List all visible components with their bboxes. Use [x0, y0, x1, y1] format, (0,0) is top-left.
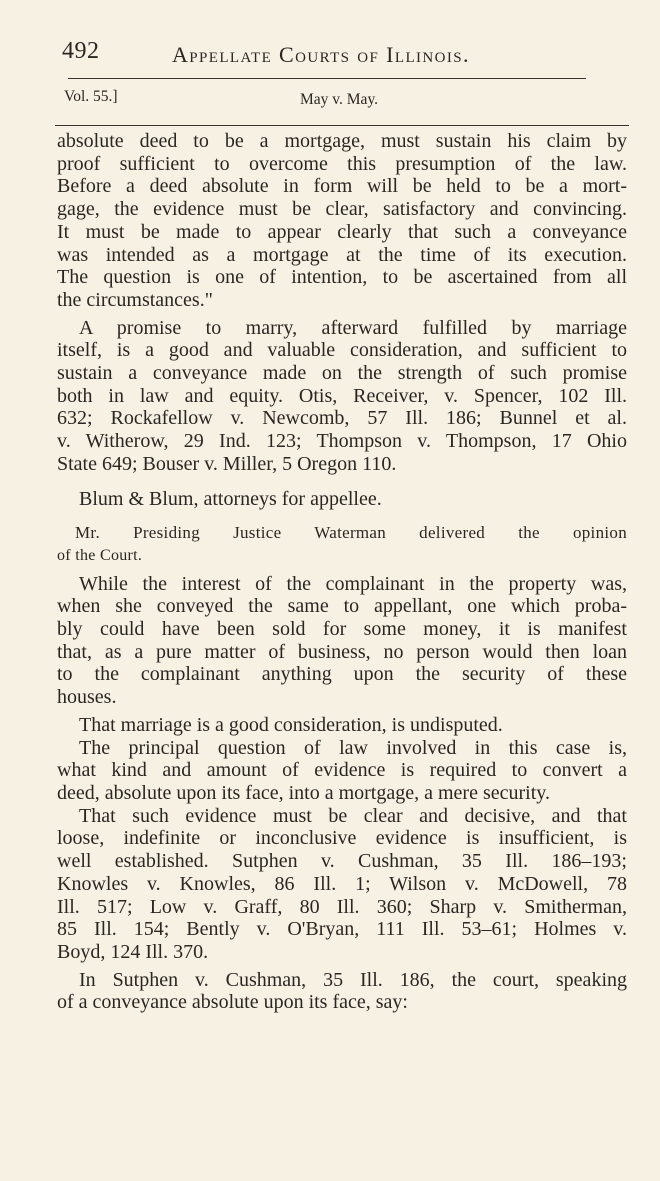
body-line: of a conveyance absolute upon its face, say: [57, 991, 408, 1014]
paragraph-start-line: The principal question of law involved in this case is, [79, 736, 627, 759]
body-line: 632; Rockafellow v. Newcomb, 57 Ill. 186; Bunnel et al. [57, 407, 627, 430]
attorneys-line: Blum & Blum, attorneys for appellee. [79, 487, 382, 510]
body-line: bly could have been sold for some money, it is manifest [57, 618, 627, 641]
case-title: May v. May. [300, 91, 379, 108]
body-line: State 649; Bouser v. Miller, 5 Oregon 110. [57, 452, 397, 475]
body-line: Ill. 517; Low v. Graff, 80 Ill. 360; Sharp v. Smitherman, [57, 895, 627, 918]
body-line: gage, the evidence must be clear, satisfactory and convincing. [57, 198, 627, 221]
body-line: loose, indefinite or inconclusive evidence is insufficient, is [57, 827, 627, 850]
body-line: sustain a conveyance made on the strength of such promise [57, 362, 627, 385]
body-line: absolute deed to be a mortgage, must sustain his claim by [57, 130, 627, 152]
page-number: 492 [62, 38, 100, 64]
body-line: that, as a pure matter of business, no person would then loan [57, 640, 627, 663]
body-line: proof sufficient to overcome this presumption of the law. [57, 152, 627, 175]
body-line: Knowles v. Knowles, 86 Ill. 1; Wilson v. McDowell, 78 [57, 872, 627, 895]
body-line: The question is one of intention, to be ascertained from all [57, 266, 627, 289]
case-title-rule [55, 125, 629, 126]
body-line: both in law and equity. Otis, Receiver, v. Spencer, 102 Ill. [57, 384, 627, 407]
body-line: 85 Ill. 154; Bently v. O'Bryan, 111 Ill. 53–61; Holmes v. [57, 918, 627, 941]
body-line: well established. Sutphen v. Cushman, 35 Ill. 186–193; [57, 850, 627, 873]
header-rule [68, 78, 586, 79]
body-line: what kind and amount of evidence is required to convert a [57, 759, 627, 782]
body-line: deed, absolute upon its face, into a mortgage, a mere security. [57, 781, 550, 804]
document-body [57, 130, 627, 1014]
body-line: the circumstances." [57, 288, 213, 311]
body-line: to the complainant anything upon the security of these [57, 663, 627, 686]
body-line: when she conveyed the same to appellant, one which proba- [57, 595, 627, 618]
body-line: houses. [57, 686, 117, 709]
page-header [62, 38, 582, 78]
paragraph-start-line: In Sutphen v. Cushman, 35 Ill. 186, the court, speaking [79, 968, 627, 991]
paragraph-start-line: While the interest of the complainant in the property was, [79, 572, 627, 595]
body-line: Before a deed absolute in form will be held to be a mort- [57, 175, 627, 198]
body-line: It must be made to appear clearly that such a conveyance [57, 220, 627, 243]
body-line: v. Witherow, 29 Ind. 123; Thompson v. Thompson, 17 Ohio [57, 430, 627, 453]
paragraph-start-line: A promise to marry, afterward fulfilled by marriage [79, 316, 627, 339]
opinion-heading-line: Mr. Presiding Justice Waterman delivered the opinion [75, 523, 627, 543]
paragraph-start-line: That such evidence must be clear and decisive, and that [79, 804, 627, 827]
paragraph-line: That marriage is a good consideration, is undisputed. [79, 713, 503, 736]
body-line: was intended as a mortgage at the time of its execution. [57, 243, 627, 266]
volume-label: Vol. 55.] [64, 88, 118, 105]
opinion-heading-line: of the Court. [57, 546, 143, 564]
running-title: Appellate Courts of Illinois. [172, 42, 470, 67]
body-line: itself, is a good and valuable consideration, and sufficient to [57, 339, 627, 362]
body-line: Boyd, 124 Ill. 370. [57, 940, 209, 963]
